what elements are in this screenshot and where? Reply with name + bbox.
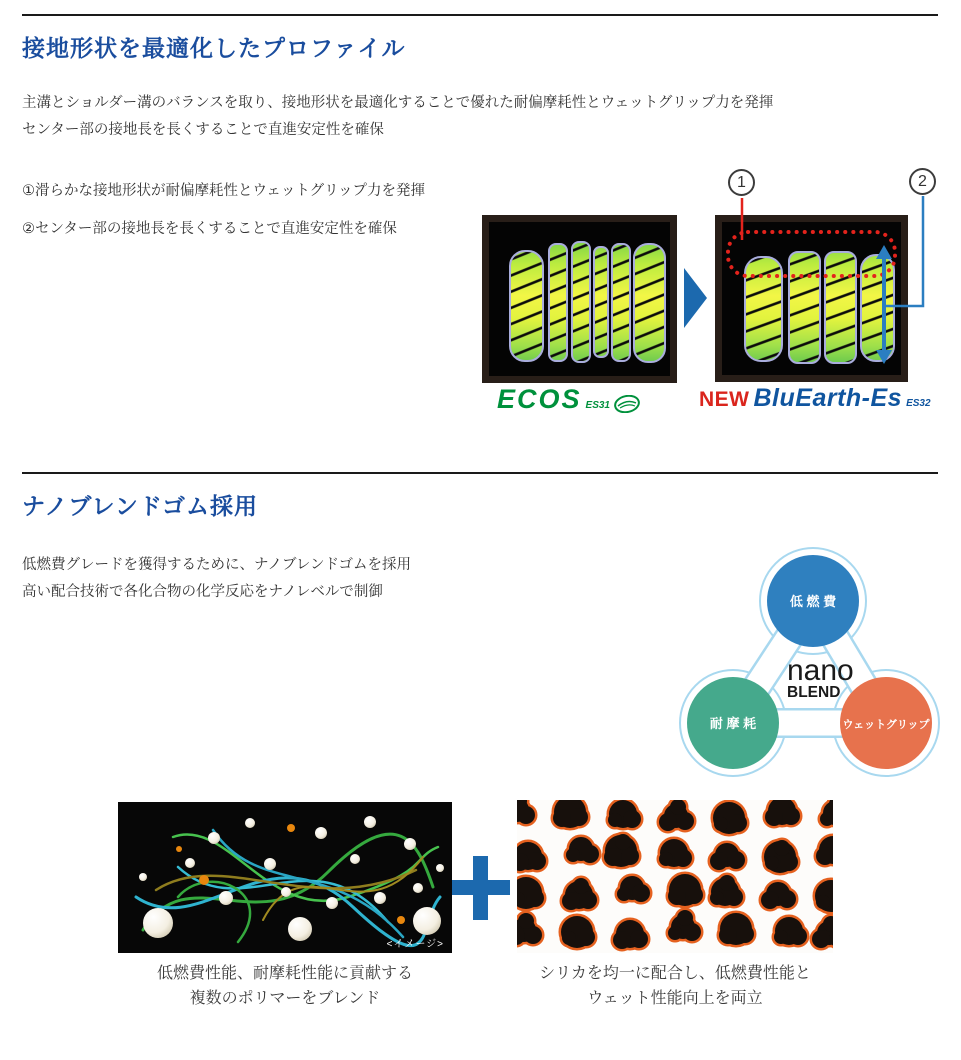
callout-1-badge — [728, 169, 755, 196]
bluearth-logo — [699, 386, 931, 411]
nano-blend-diagram — [675, 545, 961, 785]
section1-body-line1: 主溝とショルダー溝のバランスを取り、接地形状を最適化することで優れた耐偏摩耗性とウェットグリップ力を発揮 — [22, 95, 774, 111]
polymer-blend-image — [118, 802, 452, 953]
nano-text: nano — [787, 654, 854, 687]
new-label-text: NEW — [699, 388, 750, 411]
ecos-contact-patch-image — [482, 215, 677, 383]
section2-body-line2: 高い配合技術で各化合物の化学反応をナノレベルで制御 — [22, 584, 383, 600]
polymer-caption-line1: 低燃費性能、耐摩耗性能に貢献する — [156, 965, 413, 982]
bluearth-contact-patch-image — [715, 215, 908, 382]
section-divider — [22, 472, 938, 474]
section2-body-line1: 低燃費グレードを獲得するために、ナノブレンドゴムを採用 — [22, 557, 411, 573]
polymer-caption — [118, 961, 452, 1011]
ecos-brand-text: ECOS — [497, 384, 582, 414]
wear-resistance-label: 耐 摩 耗 — [709, 716, 757, 731]
silica-dispersion-image — [517, 800, 833, 953]
image-disclaimer-tag: <イメージ> — [386, 939, 444, 950]
ecos-logo — [497, 386, 640, 413]
callout-2-number: 2 — [918, 172, 927, 190]
callout-1-number: 1 — [737, 173, 746, 191]
ecos-model-text: ES31 — [585, 400, 610, 411]
section1-point2: ②センター部の接地長を長くすることで直進安定性を確保 — [22, 221, 397, 237]
section1-body-line2: センター部の接地長を長くすることで直進安定性を確保 — [22, 122, 384, 138]
section1-point1: ①滑らかな接地形状が耐偏摩耗性とウェットグリップ力を発揮 — [22, 183, 426, 199]
right-arrow-icon — [684, 268, 707, 328]
wet-grip-label: ウェットグリップ — [842, 719, 930, 731]
bluearth-brand-text: BluEarth-Es — [753, 384, 903, 412]
silica-caption-line1: シリカを均一に配合し、低燃費性能と — [539, 965, 811, 982]
fuel-economy-label: 低 燃 費 — [789, 594, 837, 609]
silica-caption — [517, 961, 833, 1011]
silica-caption-line2: ウェット性能向上を両立 — [587, 990, 763, 1007]
bluearth-model-text: ES32 — [906, 398, 931, 409]
eco-globe-icon — [614, 395, 640, 413]
section-divider — [22, 14, 938, 16]
blend-text: BLEND — [787, 684, 841, 701]
polymer-caption-line2: 複数のポリマーをブレンド — [189, 990, 381, 1007]
callout-2-badge — [909, 168, 936, 195]
section1-title: 接地形状を最適化したプロファイル — [22, 35, 406, 61]
section2-title: ナノブレンドゴム採用 — [22, 493, 258, 519]
plus-icon — [452, 856, 510, 920]
